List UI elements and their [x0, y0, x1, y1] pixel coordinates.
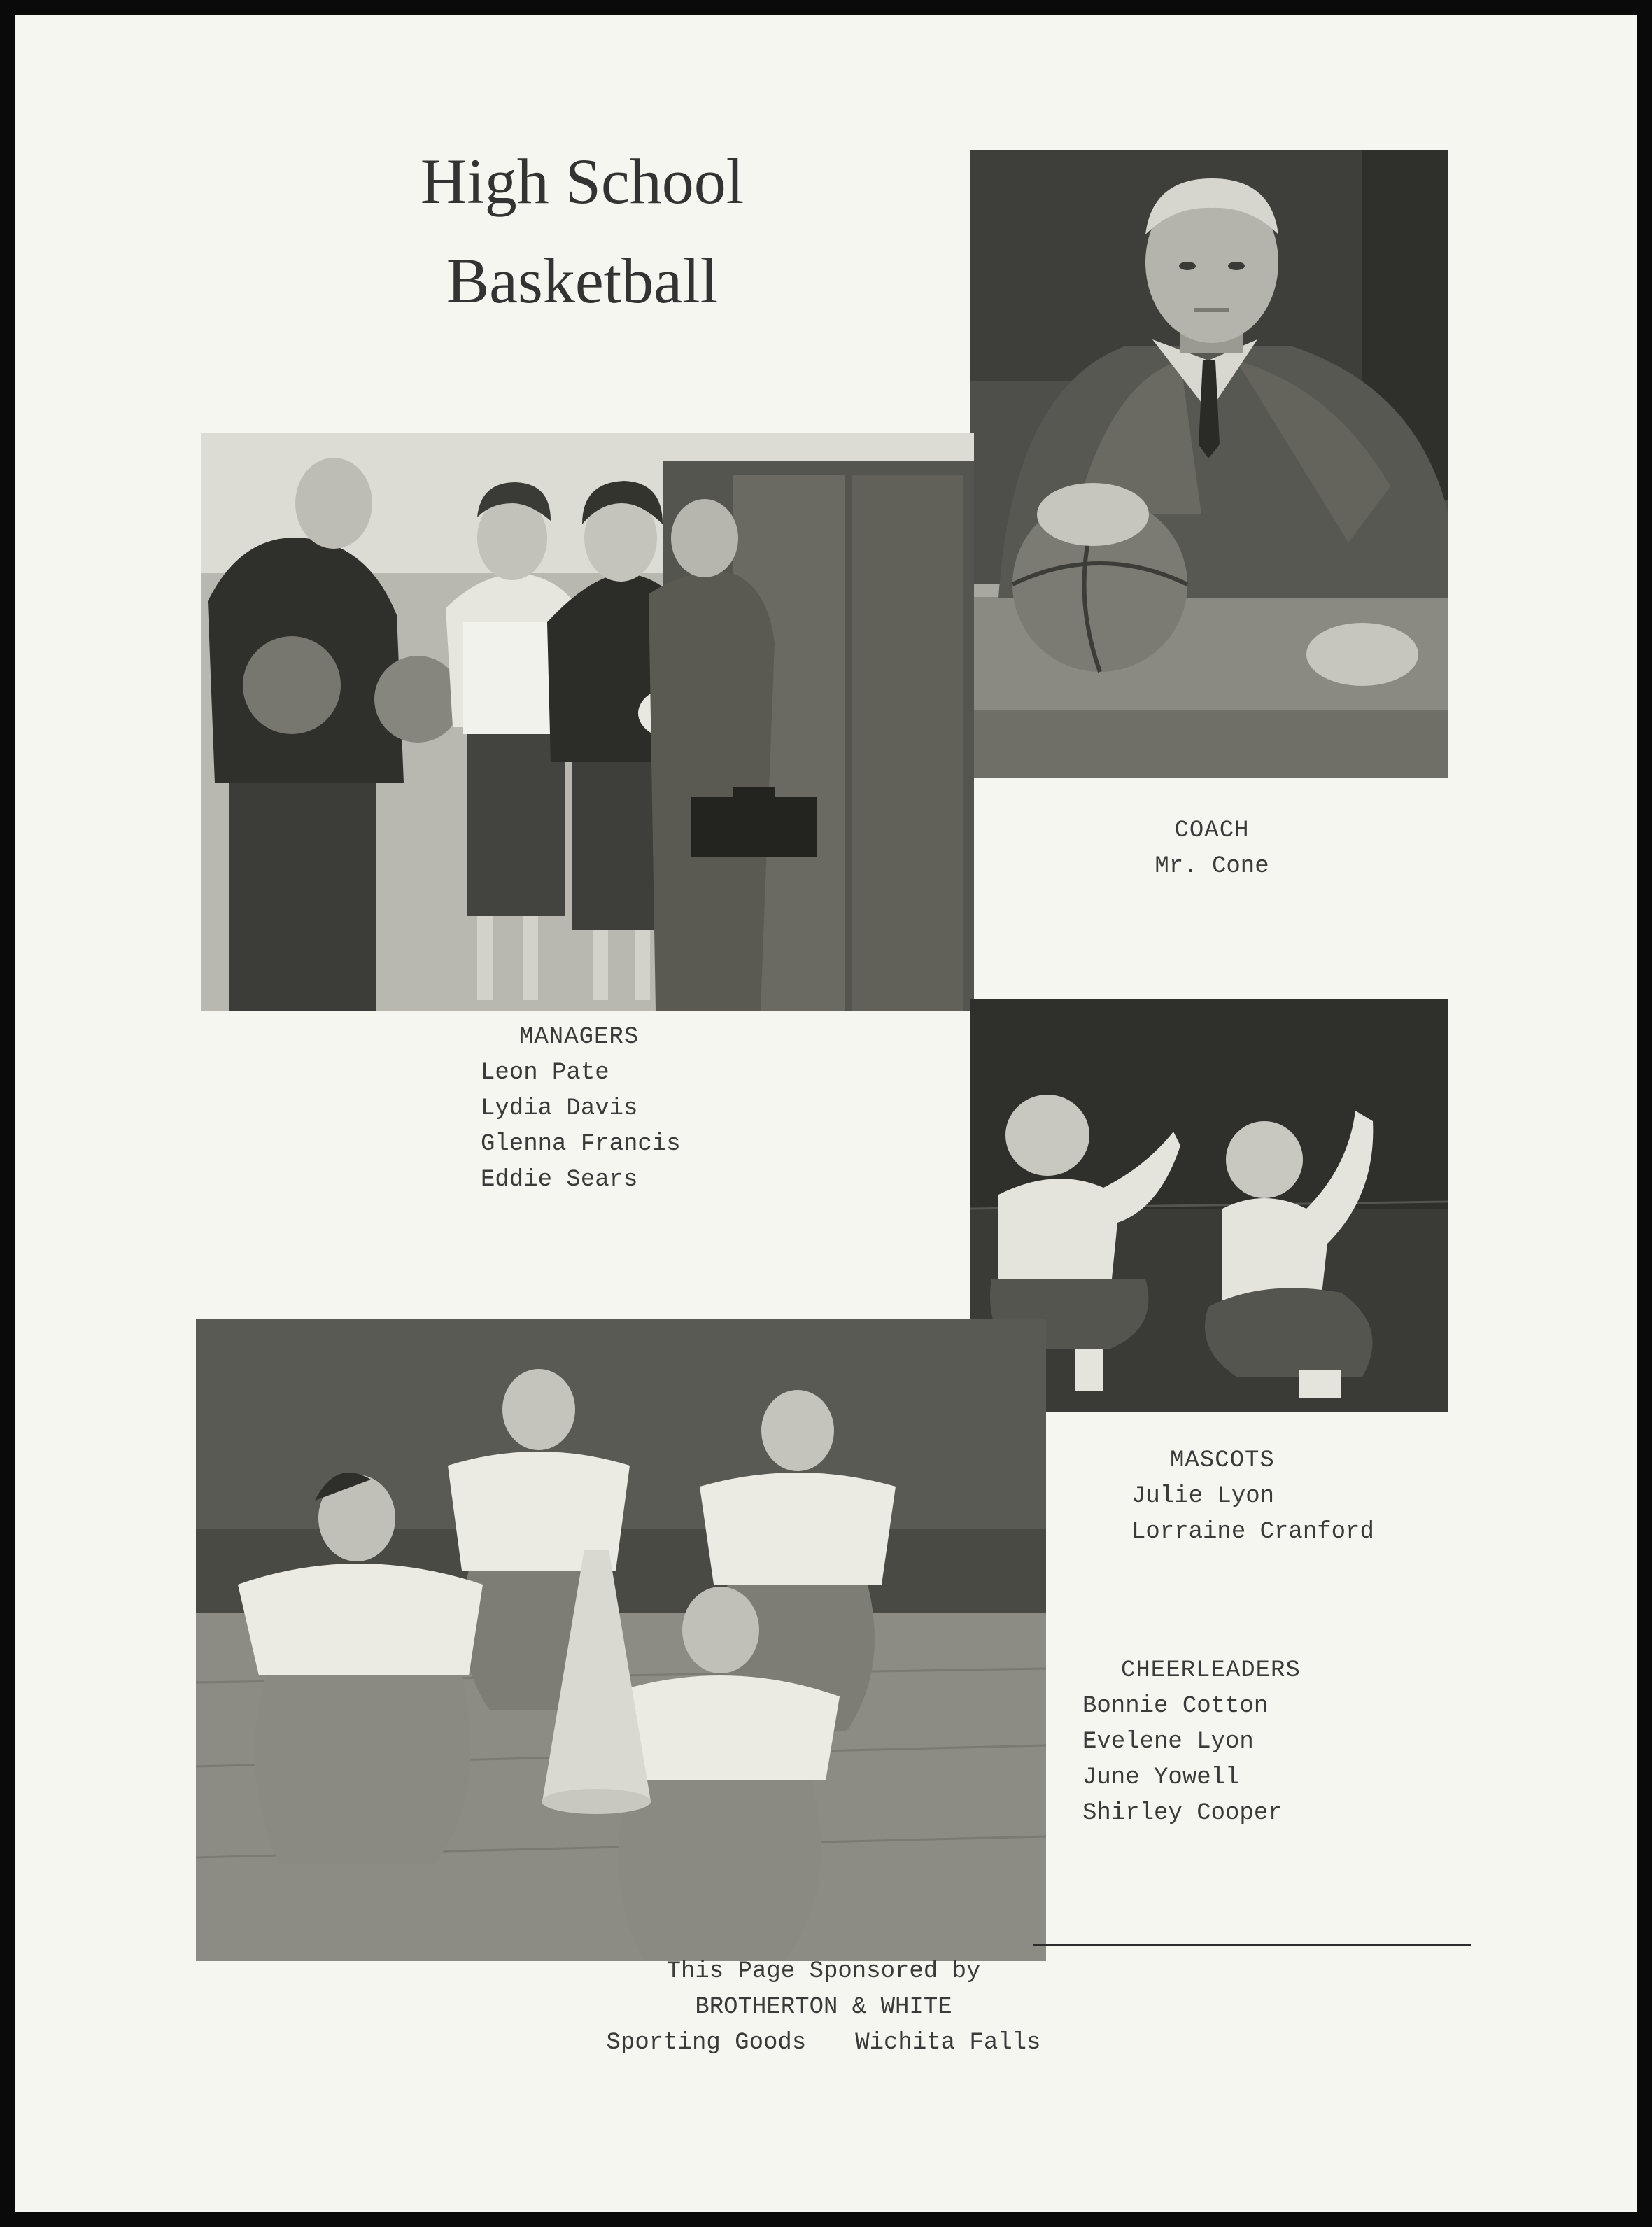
- managers-caption: [481, 1020, 681, 1198]
- coach-photo: [970, 150, 1448, 778]
- managers-photo: [201, 433, 974, 1011]
- cheerleader-name: Shirley Cooper: [1082, 1800, 1283, 1827]
- sponsor-business-type: Sporting Goods: [606, 2030, 807, 2056]
- page-title: [344, 145, 820, 318]
- sponsor-name: BROTHERTON & WHITE: [695, 1994, 952, 2021]
- cheerleader-name: Evelene Lyon: [1082, 1729, 1254, 1755]
- cheerleaders-heading: CHEERLEADERS: [1121, 1657, 1301, 1684]
- coach-name: Mr. Cone: [1155, 853, 1269, 880]
- yearbook-page: [15, 15, 1637, 2212]
- title-line-1: High School: [420, 146, 744, 217]
- coach-caption: [1093, 813, 1331, 885]
- sponsor-line-3: [561, 2025, 1086, 2061]
- mascots-heading: MASCOTS: [1170, 1447, 1275, 1474]
- managers-heading: MANAGERS: [519, 1024, 640, 1051]
- cheerleaders-caption: [1082, 1653, 1301, 1832]
- title-line-2: Basketball: [446, 244, 719, 316]
- divider-rule: [1033, 1944, 1471, 1946]
- cheerleader-name: June Yowell: [1082, 1764, 1240, 1791]
- manager-name: Leon Pate: [481, 1060, 609, 1086]
- sponsor-credit: [561, 1954, 1086, 2061]
- cheerleader-name: Bonnie Cotton: [1082, 1693, 1269, 1720]
- manager-name: Lydia Davis: [481, 1095, 638, 1122]
- coach-heading: COACH: [1174, 817, 1250, 844]
- manager-name: Eddie Sears: [481, 1167, 638, 1193]
- mascots-caption: [1131, 1443, 1374, 1550]
- mascot-name: Lorraine Cranford: [1131, 1519, 1374, 1545]
- cheerleaders-photo: [196, 1319, 1046, 1961]
- manager-name: Glenna Francis: [481, 1131, 681, 1158]
- mascot-name: Julie Lyon: [1131, 1483, 1275, 1510]
- sponsor-city: Wichita Falls: [855, 2030, 1041, 2056]
- sponsor-line-1: This Page Sponsored by: [666, 1958, 981, 1985]
